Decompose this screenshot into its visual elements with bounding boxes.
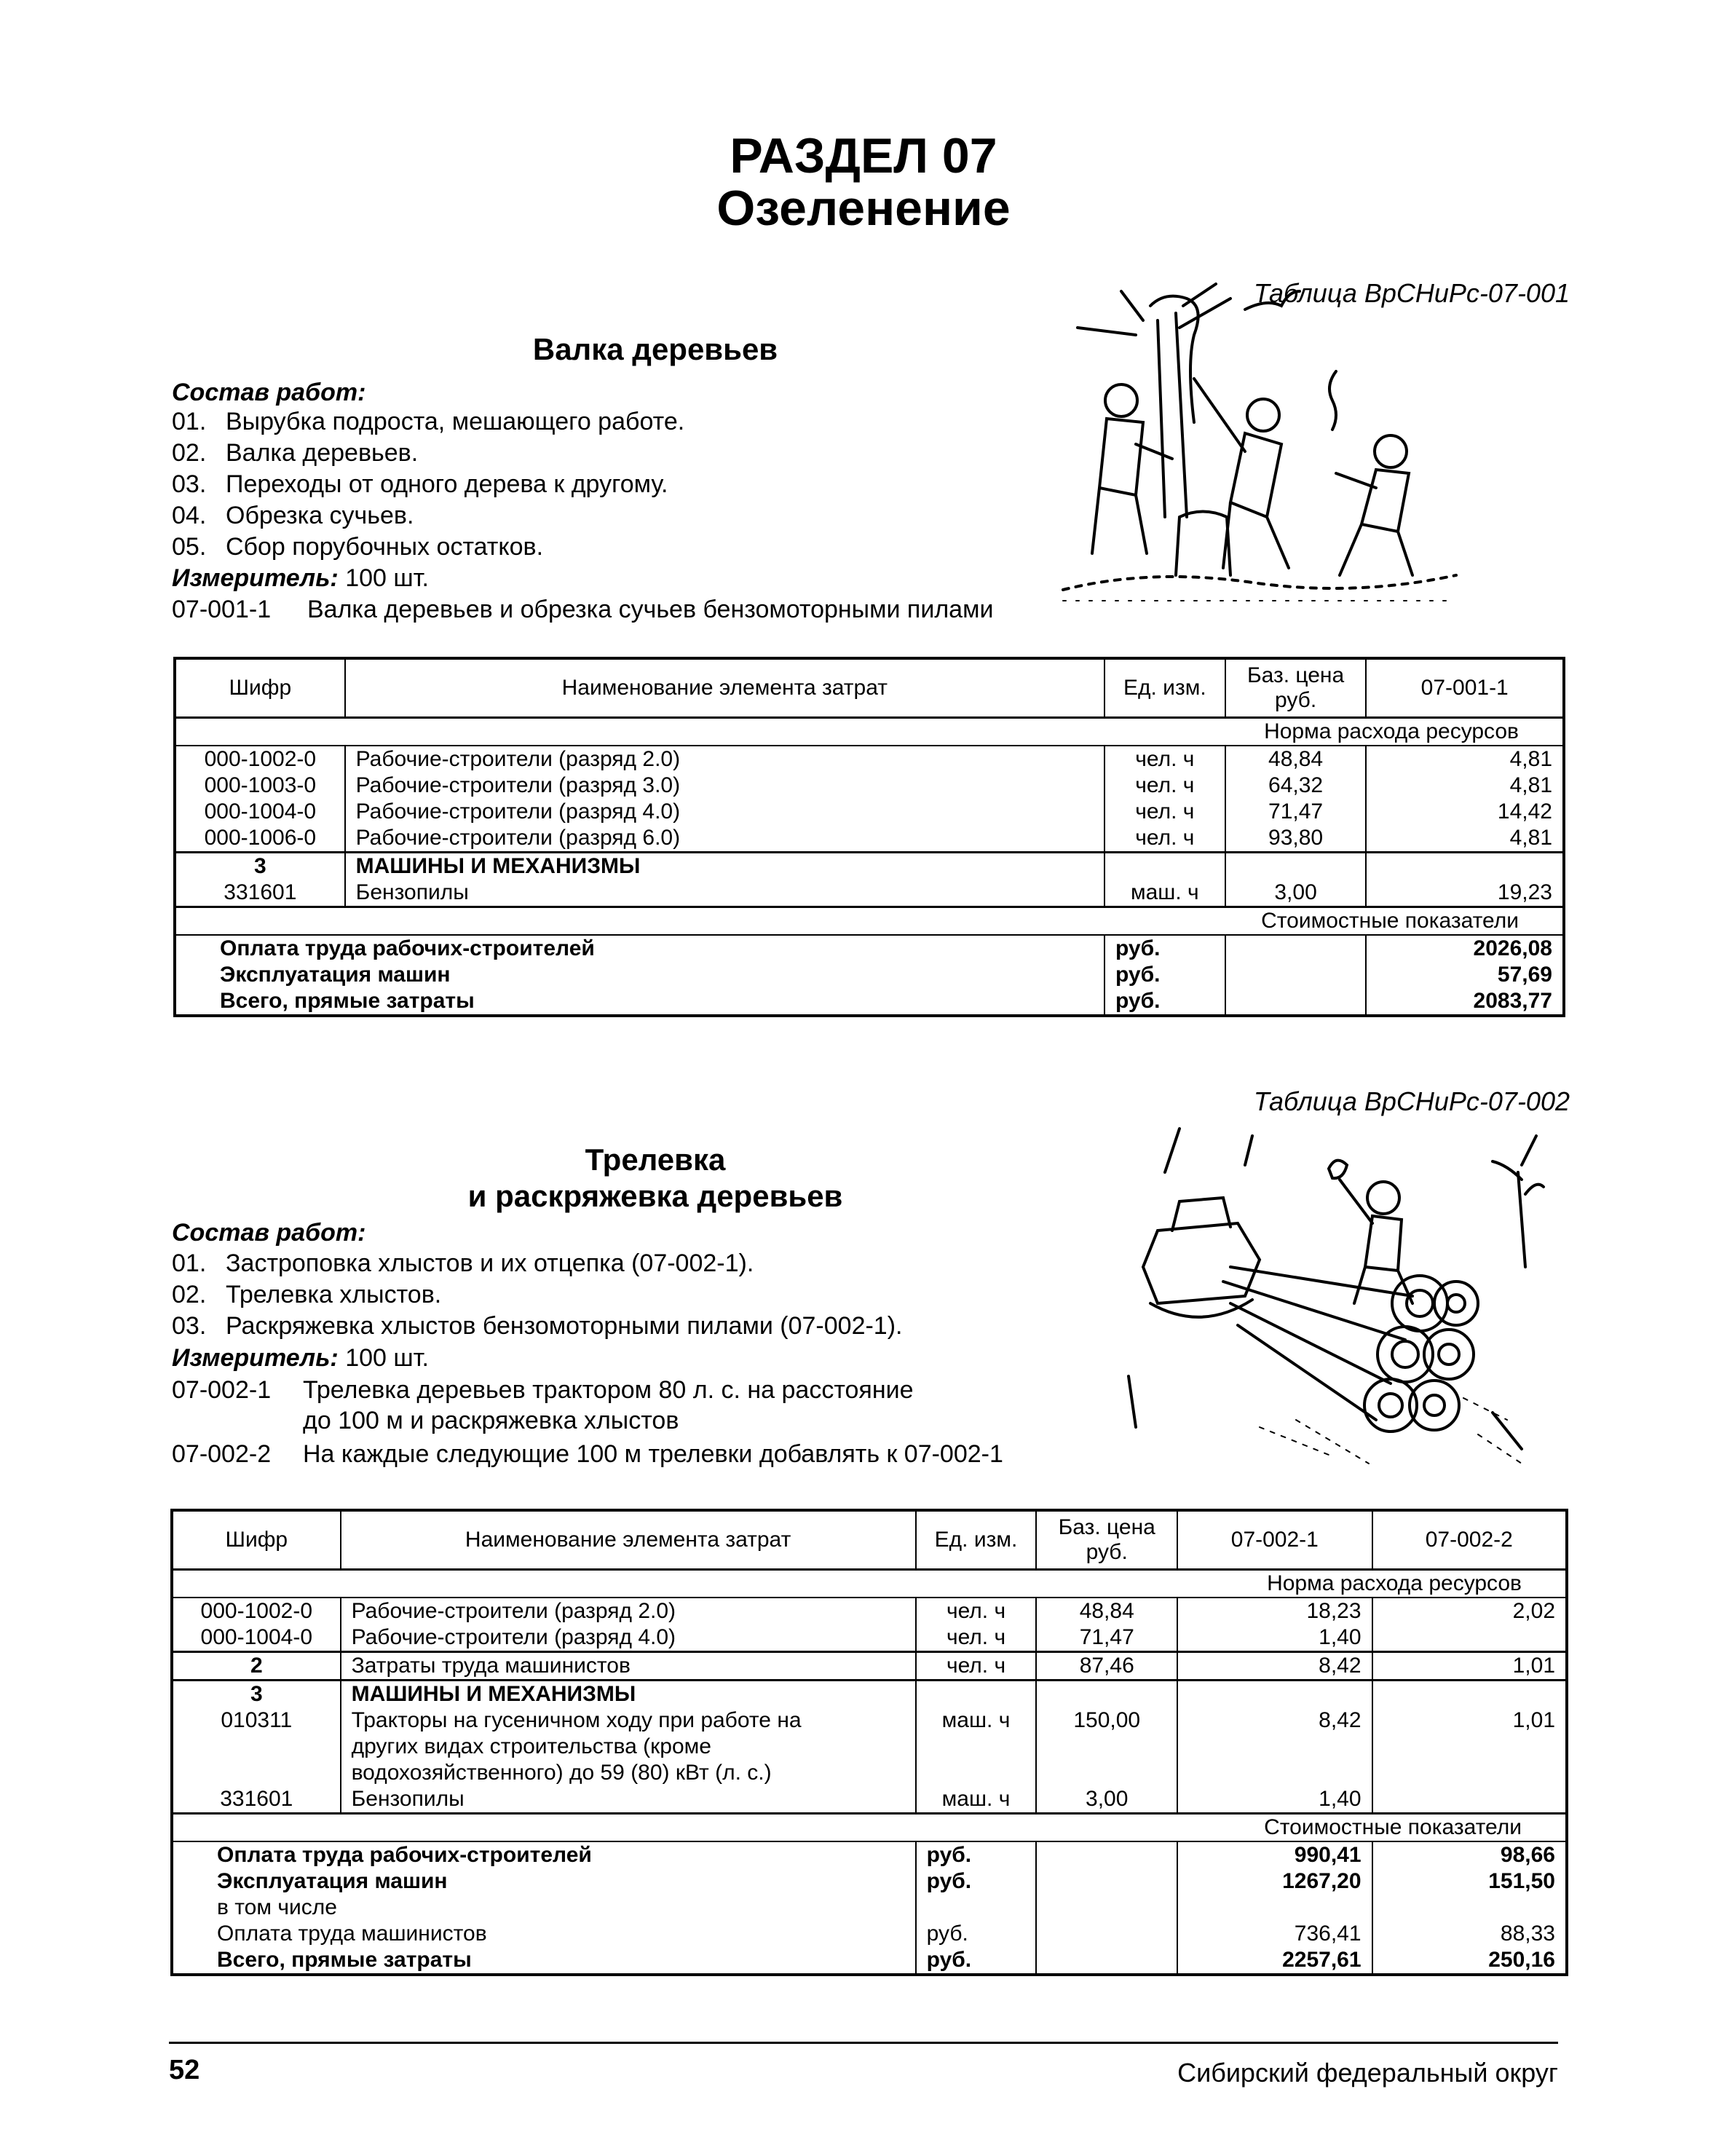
page-number: 52 (169, 2055, 200, 2085)
footer-divider (169, 2042, 1558, 2044)
table-row: 000-1006-0 Рабочие-строители (разряд 6.0) чел. ч 93,80 4,81 (175, 825, 1564, 853)
cost-row: Эксплуатация машин руб. 1267,20 151,50 (172, 1868, 1567, 1895)
meter-1 (172, 563, 429, 593)
works-label-2: Состав работ: (172, 1219, 366, 1247)
meter-value: 100 шт. (345, 564, 429, 592)
heading-2 (364, 1142, 947, 1215)
cost-section-row: Стоимостные показатели (175, 907, 1564, 936)
lumberjacks-illustration (1048, 277, 1471, 612)
table-row: 000-1004-0 Рабочие-строители (разряд 4.0) чел. ч 71,47 14,42 (175, 799, 1564, 825)
cost-row: Эксплуатация машин руб. 57,69 (175, 962, 1564, 988)
table-caption-2: Таблица ВрСНиРс-07-002 (1253, 1086, 1570, 1116)
section-title: Озеленение (716, 181, 1011, 236)
cost-row: Всего, прямые затраты руб. 2257,61 250,16 (172, 1947, 1567, 1975)
table-row: 000-1004-0 Рабочие-строители (разряд 4.0) чел. ч 71,47 1,40 (172, 1624, 1567, 1652)
list-item: 01. Вырубка подроста, мешающего работе. (172, 408, 685, 435)
table-header-row: Шифр Наименование элемента затрат Ед. изм. Баз. цена руб. 07-001-1 (175, 658, 1564, 718)
table-row: 000-1002-0 Рабочие-строители (разряд 2.0) чел. ч 48,84 4,81 (175, 746, 1564, 773)
meter-value: 100 шт. (345, 1344, 429, 1372)
works-list-1 (172, 406, 684, 563)
meter-label: Измеритель: (172, 564, 339, 592)
cost-row: в том числе (172, 1895, 1567, 1921)
cost-row: Всего, прямые затраты руб. 2083,77 (175, 988, 1564, 1016)
table-caption-1: Таблица ВрСНиРс-07-001 (1253, 278, 1570, 308)
table-row: 010311 Тракторы на гусеничном ходу при работе на других видах строительства (кроме водохозяйственного) до 59 (80) кВт (л. с.) маш. ч 150,00 8,42 1,01 (172, 1707, 1567, 1786)
table-row: 000-1003-0 Рабочие-строители (разряд 3.0) чел. ч 64,32 4,81 (175, 773, 1564, 799)
table-row: 331601 Бензопилы маш. ч 3,00 19,23 (175, 880, 1564, 907)
norm-section-row: Норма расхода ресурсов (172, 1570, 1567, 1598)
meter-label: Измеритель: (172, 1344, 339, 1372)
norm-line-1: 07-001-1 Валка деревьев и обрезка сучьев бензомоторными пилами (172, 596, 994, 623)
list-item: 04. Обрезка сучьев. (172, 502, 414, 529)
heading-2-line2: и раскряжевка деревьев (467, 1179, 843, 1213)
list-item: 02. Трелевка хлыстов. (172, 1281, 442, 1308)
table-header-row: Шифр Наименование элемента затрат Ед. изм. Баз. цена руб. 07-002-1 07-002-2 (172, 1510, 1567, 1570)
norm-line-2b: 07-002-2 На каждые следующие 100 м трелевки добавлять к 07-002-1 (172, 1440, 1003, 1468)
norm-section-row: Норма расхода ресурсов (175, 718, 1564, 746)
table-group-row: 3 МАШИНЫ И МЕХАНИЗМЫ (172, 1681, 1567, 1708)
table-row: 331601 Бензопилы маш. ч 3,00 1,40 (172, 1786, 1567, 1814)
list-item: 03. Переходы от одного дерева к другому. (172, 470, 668, 498)
table-row: 2 Затраты труда машинистов чел. ч 87,46 8,42 1,01 (172, 1652, 1567, 1681)
cost-row: Оплата труда рабочих-строителей руб. 990,41 98,66 (172, 1841, 1567, 1868)
cost-row: Оплата труда машинистов руб. 736,41 88,33 (172, 1921, 1567, 1947)
resource-table-1 (173, 657, 1565, 1017)
list-item: 02. Валка деревьев. (172, 439, 419, 467)
cost-section-row: Стоимостные показатели (172, 1814, 1567, 1842)
cost-row: Оплата труда рабочих-строителей руб. 2026,08 (175, 935, 1564, 962)
log-skidding-illustration (1114, 1121, 1551, 1471)
norm-line-2a: 07-002-1 Трелевка деревьев трактором 80 л. с. на расстояние до 100 м и раскряжевка хлыстов (172, 1376, 914, 1434)
section-number: РАЗДЕЛ 07 (730, 128, 997, 183)
list-item: 03. Раскряжевка хлыстов бензомоторными пилами (07-002-1). (172, 1312, 903, 1340)
heading-2-line1: Трелевка (585, 1142, 726, 1177)
table-row: 000-1002-0 Рабочие-строители (разряд 2.0) чел. ч 48,84 18,23 2,02 (172, 1598, 1567, 1624)
works-list-2 (172, 1248, 902, 1342)
heading-1: Валка деревьев (532, 332, 778, 366)
resource-table-2 (170, 1509, 1568, 1976)
meter-2 (172, 1343, 429, 1373)
works-label-1: Состав работ: (172, 379, 366, 406)
table-group-row: 3 МАШИНЫ И МЕХАНИЗМЫ (175, 853, 1564, 880)
footer-region: Сибирский федеральный округ (1177, 2058, 1558, 2088)
list-item: 01. Застроповка хлыстов и их отцепка (07-002-1). (172, 1249, 754, 1277)
list-item: 05. Сбор порубочных остатков. (172, 533, 544, 561)
